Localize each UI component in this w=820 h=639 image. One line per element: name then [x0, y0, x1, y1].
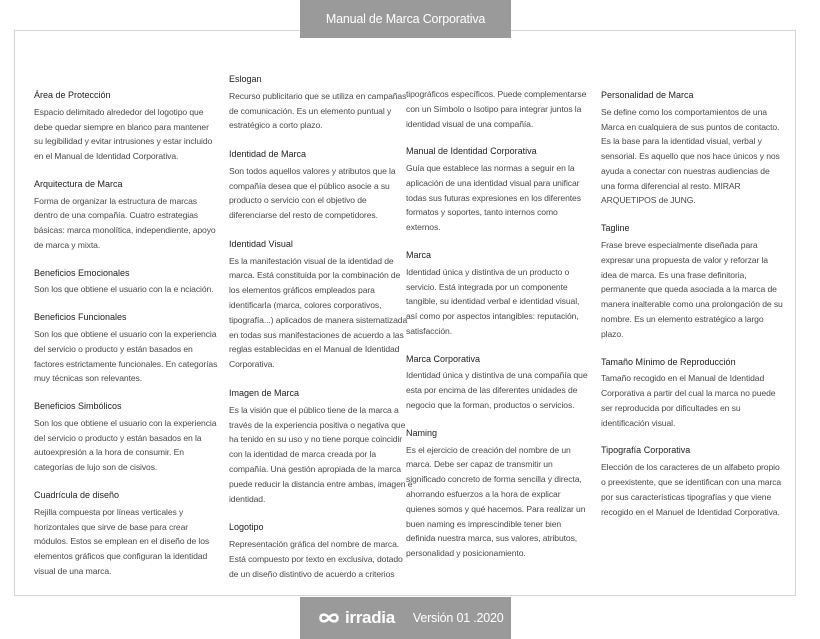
glossary-entry — [406, 352, 590, 413]
glossary-definition: Es la visión que el público tiene de la marca a través de la experiencia positiva o negativa que ha tenido en su uso y no tiene porque coincidir con la identidad de marca creada por la compañía. Una gestión apropiada de la marca puede reducir la distancia entre ambas, imagen e identidad. — [229, 404, 413, 504]
glossary-definition: tipográficos específicos. Puede complementarse con un Símbolo o Isotipo para integrar juntos la identidad visual de una compañía. — [406, 89, 587, 129]
glossary-term: Beneficios Emocionales — [34, 267, 130, 278]
glossary-entry — [34, 399, 218, 475]
glossary-definition: Son los que obtiene el usuario con la e nciación. — [34, 284, 214, 295]
footer-banner — [300, 597, 511, 639]
glossary-entry — [406, 248, 590, 339]
glossary-entry — [34, 488, 218, 579]
glossary-term: Marca Corporativa — [406, 353, 481, 364]
glossary-definition: Identidad única y distintiva de una compañía que esta por encima de las diferentes unidades de negocio que la forman, productos o servicios. — [406, 370, 588, 411]
glossary-entry — [34, 266, 218, 298]
glossary-term: Beneficios Simbólicos — [34, 401, 122, 412]
glossary-entry — [406, 144, 590, 235]
glossary-term: Tagline — [601, 223, 630, 234]
glossary-column-3 — [406, 87, 590, 574]
glossary-term: Marca — [406, 250, 432, 261]
glossary-column-4 — [601, 88, 785, 532]
glossary-term: Tamaño Mínimo de Reproducción — [601, 356, 736, 367]
glossary-entry — [601, 88, 785, 208]
glossary-entry — [229, 237, 413, 372]
glossary-definition: Tamaño recogido en el Manual de Identidad Corporativa a partir del cual la marca no puede ser reproducida por dificultades en su identificación visual. — [601, 373, 776, 428]
glossary-definition: Espacio delimitado alrededor del logotipo que debe quedar siempre en blanco para mantener su legibilidad y evitar intrusiones y estar incluido en el Manual de Identidad Corporativa. — [34, 106, 213, 162]
glossary-definition: Es el ejercicio de creación del nombre de un marca. Debe ser capaz de transmitir un significado concreto de forma sencilla y directa, ahorrando esfuerzos a la hora de explicar quienes somos y qué hacemos. Para realizar un buen naming es imprescindible tener bien definida nuestra marca, sus valores, atributos, personalidad y posicionamiento. — [406, 444, 586, 559]
glossary-term: Logotipo — [229, 522, 264, 533]
glossary-term: Eslogan — [229, 74, 262, 84]
glossary-definition: Son los que obtiene el usuario con la experiencia del servicio o producto y están basados en la autoexpresión a la hora de consumir. En categorías de lujo son de cisivos. — [34, 417, 217, 473]
glossary-entry — [34, 88, 218, 164]
glossary-entry — [229, 147, 413, 223]
glossary-definition: Es la manifestación visual de la identidad de marca. Está constituida por la combinación de los elementos gráficos empleados para identificarla (marca, colores corporativos, tipografía...) aplicados de manera sistematizada en todas sus manifestaciones de acuerdo a las reglas establecidas en el Manual de Identidad Corporativa. — [229, 255, 408, 370]
glossary-term: Tipografía Corporativa — [601, 445, 691, 456]
glossary-term: Beneficios Funcionales — [34, 312, 127, 323]
glossary-term: Imagen de Marca — [229, 388, 300, 399]
glossary-column-1 — [34, 88, 218, 592]
brand-logo — [318, 608, 395, 628]
glossary-definition: Son los que obtiene el usuario con la experiencia del servicio o producto y están basados en factores estrictamente funcionales. En categorías muy técnicas son relevantes. — [34, 328, 218, 384]
header-banner — [300, 0, 511, 38]
glossary-term: Identidad Visual — [229, 238, 293, 249]
glossary-definition: Se define como los comportamientos de una Marca en cualquiera de sus puntos de contacto. Es la base para la identidad visual, verbal y sensorial. Es aquello que nos hace únicos y nos ayuda a conectar con nuestras audiencias de una forma diferencial al resto. MIRAR ARQUETIPOS de JUNG. — [601, 106, 780, 206]
glossary-term: Identidad de Marca — [229, 149, 307, 160]
glossary-entry — [601, 443, 785, 519]
glossary-term: Arquitectura de Marca — [34, 178, 123, 189]
glossary-entry — [229, 72, 413, 133]
glossary-term: Personalidad de Marca — [601, 90, 694, 100]
glossary-definition: Rejilla compuesta por líneas verticales y horizontales que sirve de base para crear módulos. Estos se emplean en el diseño de los elementos gráficos que configuran la identidad visual de una marca. — [34, 506, 210, 576]
version-label: Versión 01 .2020 — [412, 611, 504, 625]
glossary-definition: Guía que establece las normas a seguir en la aplicación de una identidad visual para unificar todas sus futuras expresiones en los diferentes formatos y soportes, tanto internos como externos. — [406, 163, 581, 233]
glossary-entry — [229, 386, 413, 506]
glossary-definition: Elección de los caracteres de un alfabeto propio o preexistente, que se identifican con una marca por sus características tipografías y que viene recogido en el Manuel de Identidad Corporativa. — [601, 462, 782, 517]
glossary-term: Naming — [406, 427, 438, 438]
glossary-definition: Son todos aquellos valores y atributos que la compañía desea que el público asocie a su producto o servicio con el objetivo de diferenciarse del resto de competidores. — [229, 165, 396, 221]
glossary-entry — [601, 221, 785, 341]
glossary-entry — [406, 87, 590, 131]
glossary-entry — [34, 177, 218, 253]
page-title: Manual de Marca Corporativa — [325, 12, 486, 26]
glossary-term: Cuadrícula de diseño — [34, 490, 120, 501]
infinity-logo-icon — [318, 611, 340, 625]
glossary-entry — [406, 426, 590, 561]
glossary-entry — [601, 355, 785, 431]
glossary-definition: Identidad única y distintiva de un producto o servicio. Está integrada por un componente tangible, su identidad verbal e identidad visual, así como por aspectos intangibles: reputación, satisfacción. — [406, 266, 580, 336]
glossary-column-2 — [229, 72, 413, 595]
glossary-term: Área de Protección — [34, 90, 111, 100]
glossary-definition: Frase breve especialmente diseñada para expresar una propuesta de valor y reforzar la idea de marca. Es una frase definitoria, permanente que queda asociada a la marca de manera inalterable como una prolongación de su nombre. Es un elemento estratégico a largo plazo. — [601, 239, 783, 339]
glossary-entry — [229, 520, 413, 581]
glossary-definition: Recurso publicitario que se utiliza en campañas de comunicación. Es un elemento puntual y estratégico a corto plazo. — [229, 90, 407, 131]
brand-name: irradia — [345, 608, 395, 627]
glossary-entry — [34, 310, 218, 386]
glossary-definition: Representación gráfica del nombre de marca. Está compuesto por texto en exclusiva, dotado de un diseño distintivo de acuerdo a criterios — [229, 539, 403, 579]
glossary-definition: Forma de organizar la estructura de marcas dentro de una compañía. Cuatro estrategias básicas: marca monolítica, independiente, apoyo de marca y mixta. — [34, 195, 216, 250]
glossary-term: Manual de Identidad Corporativa — [406, 146, 537, 157]
